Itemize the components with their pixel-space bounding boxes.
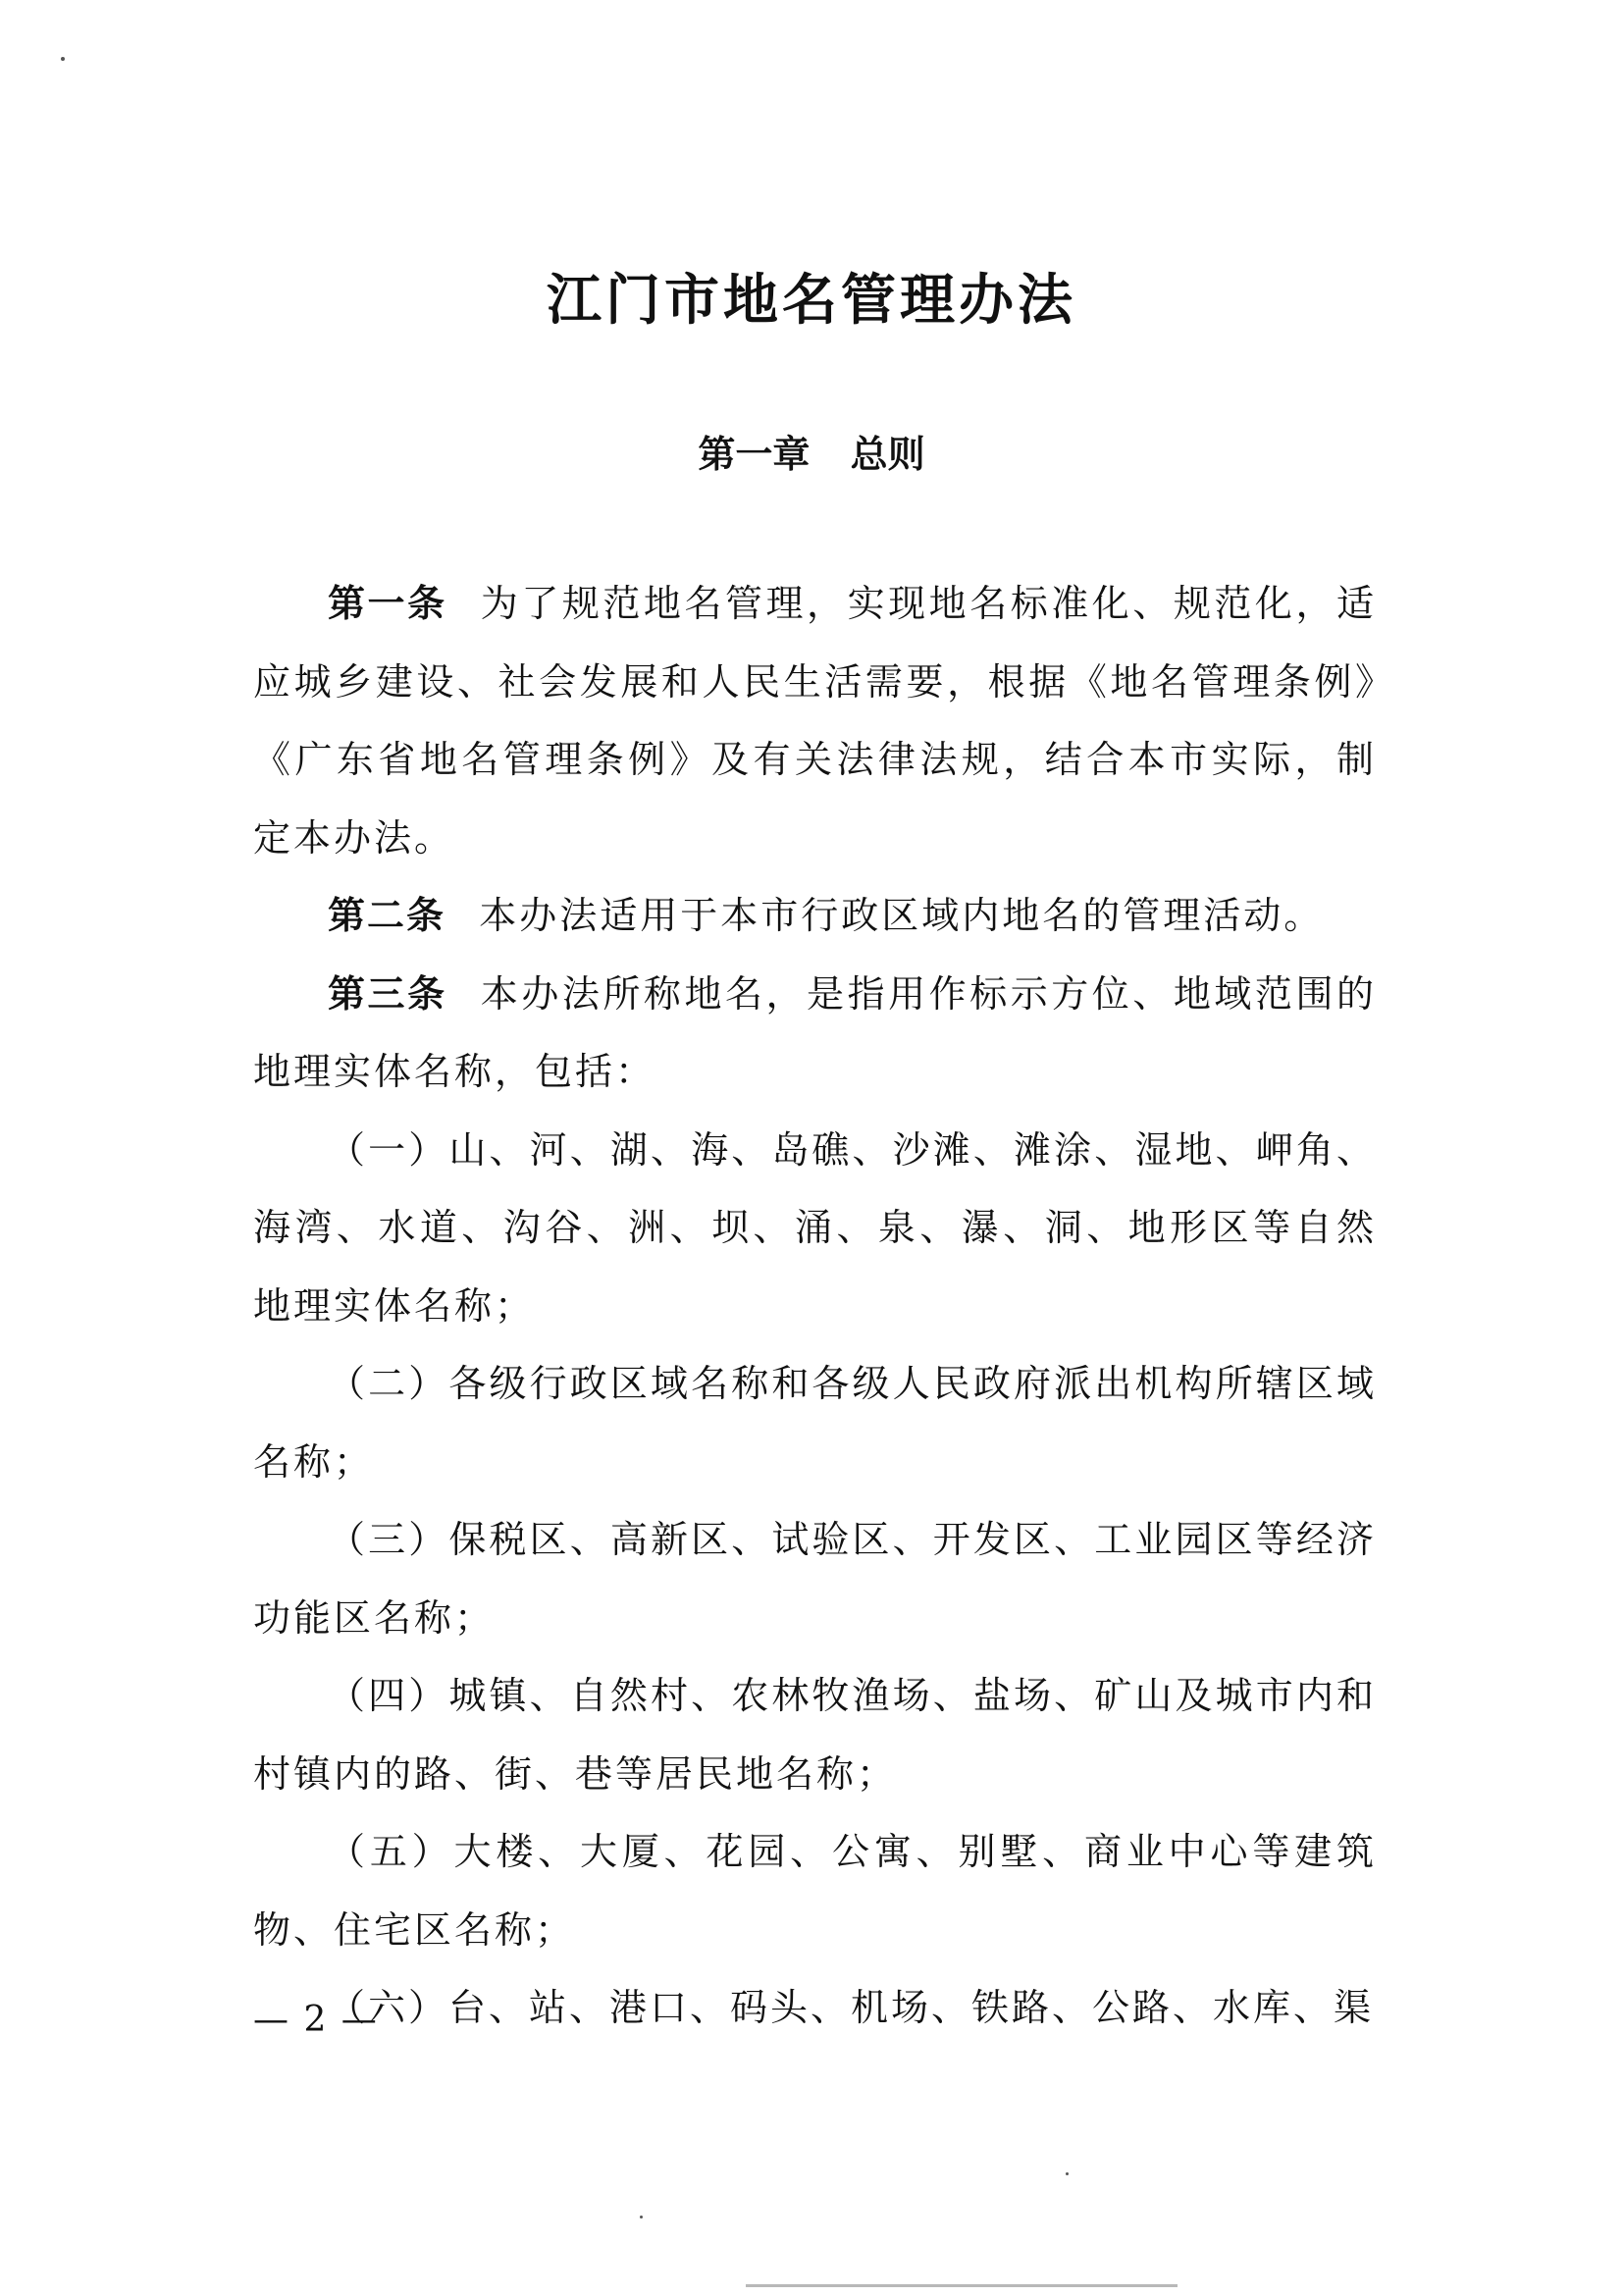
- document-title: 江门市地名管理办法: [547, 269, 1076, 333]
- paragraph: [253, 565, 1377, 877]
- list-item: [253, 1112, 1377, 1346]
- list-item: [253, 1969, 1377, 2048]
- article-label: 第二条: [328, 894, 446, 937]
- list-item-text: （二）各级行政区域名称和各级人民政府派出机构所辖区域名称；: [253, 1362, 1377, 1484]
- paragraph-text: 为了规范地名管理，实现地名标准化、规范化，适应城乡建设、社会发展和人民生活需要，根据《地名管理条例》《广东省地名管理条例》及有关法律法规，结合本市实际，制定本办法。: [253, 582, 1377, 860]
- list-item-text: （五）大楼、大厦、花园、公寓、别墅、商业中心等建筑物、住宅区名称；: [253, 1830, 1377, 1952]
- chapter-number: 第一章: [698, 433, 811, 476]
- list-item-text: （一）山、河、湖、海、岛礁、沙滩、滩涂、湿地、岬角、海湾、水道、沟谷、洲、坝、涌、泉、瀑、洞、地形区等自然地理实体名称；: [253, 1127, 1377, 1328]
- list-item-text: （六）台、站、港口、码头、机场、铁路、公路、水库、渠: [328, 1986, 1375, 2029]
- list-item: [253, 1657, 1377, 1813]
- paragraph: [253, 877, 1377, 956]
- list-item: [253, 1345, 1377, 1501]
- list-item: [253, 1501, 1377, 1657]
- list-item: [253, 1813, 1377, 1969]
- scan-speck: [1066, 2172, 1069, 2175]
- chapter-heading: [0, 424, 1623, 478]
- document-body: [253, 565, 1377, 2048]
- article-label: 第一条: [328, 582, 447, 625]
- paragraph-text: 本办法所称地名，是指用作标示方位、地域范围的地理实体名称，包括：: [253, 971, 1377, 1093]
- page-number: — 2 —: [253, 2000, 379, 2040]
- chapter-name: 总则: [850, 433, 925, 476]
- list-item-text: （四）城镇、自然村、农林牧渔场、盐场、矿山及城市内和村镇内的路、街、巷等居民地名称；: [253, 1674, 1377, 1796]
- paragraph: [253, 956, 1377, 1112]
- paragraph-text: 本办法适用于本市行政区域内地名的管理活动。: [479, 894, 1325, 937]
- scan-edge-line: [746, 2284, 1178, 2287]
- article-label: 第三条: [328, 971, 447, 1016]
- list-item-text: （三）保税区、高新区、试验区、开发区、工业园区等经济功能区名称；: [253, 1518, 1377, 1640]
- scan-speck: [640, 2216, 643, 2218]
- scan-speck: [61, 57, 65, 61]
